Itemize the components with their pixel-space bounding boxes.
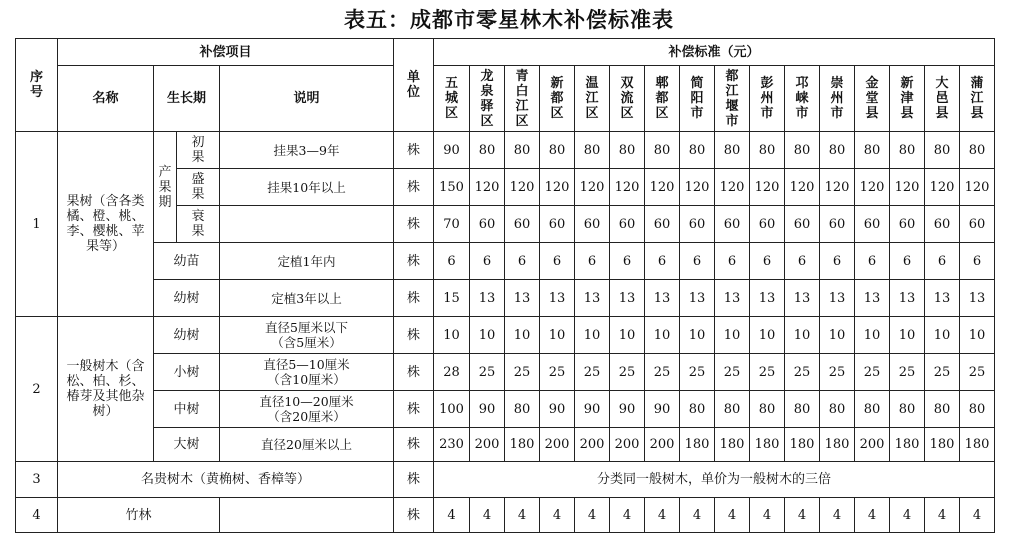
value-cell: 60 [645,206,680,243]
header-seq: 序号 [16,39,58,132]
stage-cell: 幼树 [154,280,220,317]
value-cell: 10 [470,317,505,354]
value-cell: 6 [575,243,610,280]
header-district: 郫都区 [645,66,680,132]
value-cell: 80 [925,132,960,169]
value-cell: 180 [890,428,925,462]
value-cell: 10 [540,317,575,354]
value-cell: 180 [750,428,785,462]
value-cell: 13 [645,280,680,317]
value-cell: 80 [890,132,925,169]
value-cell: 230 [434,428,470,462]
value-cell: 13 [890,280,925,317]
value-cell: 60 [680,206,715,243]
header-name: 名称 [58,66,154,132]
value-cell: 13 [680,280,715,317]
row-name: 竹林 [58,498,220,533]
header-district: 新都区 [540,66,575,132]
value-cell: 6 [470,243,505,280]
value-cell: 80 [785,132,820,169]
value-cell: 80 [820,391,855,428]
value-cell: 90 [575,391,610,428]
value-cell: 80 [505,391,540,428]
table-row [16,498,995,533]
value-cell: 100 [434,391,470,428]
header-district: 彭州市 [750,66,785,132]
value-cell: 10 [434,317,470,354]
unit-cell: 株 [394,391,434,428]
value-cell: 80 [855,132,890,169]
value-cell: 200 [645,428,680,462]
value-cell: 25 [505,354,540,391]
value-cell: 60 [890,206,925,243]
value-cell: 13 [505,280,540,317]
value-cell: 13 [925,280,960,317]
unit-cell: 株 [394,317,434,354]
value-cell: 4 [785,498,820,533]
stage-cell: 大树 [154,428,220,462]
value-cell: 60 [785,206,820,243]
row-name: 一般树木（含松、柏、杉、椿芽及其他杂树） [58,317,154,462]
value-cell: 25 [820,354,855,391]
value-cell: 80 [715,391,750,428]
value-cell: 25 [680,354,715,391]
row-seq: 2 [16,317,58,462]
value-cell: 120 [680,169,715,206]
value-cell: 4 [750,498,785,533]
header-district: 大邑县 [925,66,960,132]
desc-cell: 定植1年内 [220,243,394,280]
value-cell: 13 [715,280,750,317]
value-cell: 200 [540,428,575,462]
header-district: 龙泉驿区 [470,66,505,132]
value-cell: 60 [505,206,540,243]
value-cell: 13 [575,280,610,317]
value-cell: 90 [540,391,575,428]
desc-cell: 挂果3—9年 [220,132,394,169]
desc-cell: 直径10—20厘米 （含20厘米） [220,391,394,428]
value-cell: 15 [434,280,470,317]
header-district: 新津县 [890,66,925,132]
stage-cell: 中树 [154,391,220,428]
value-cell: 80 [715,132,750,169]
value-cell: 10 [750,317,785,354]
value-cell: 6 [680,243,715,280]
value-cell: 6 [890,243,925,280]
value-cell: 25 [960,354,995,391]
table-row [16,243,995,280]
compensation-table [15,38,995,533]
value-cell: 10 [715,317,750,354]
value-cell: 180 [960,428,995,462]
unit-cell: 株 [394,354,434,391]
value-cell: 6 [855,243,890,280]
table-row [16,462,995,498]
value-cell: 120 [505,169,540,206]
value-cell: 6 [960,243,995,280]
row-seq: 4 [16,498,58,533]
group-label: 产果期 [154,132,177,243]
value-cell: 25 [645,354,680,391]
value-cell: 200 [470,428,505,462]
value-cell: 70 [434,206,470,243]
stage-cell: 初果 [177,132,220,169]
value-cell: 13 [960,280,995,317]
table-row [16,317,995,354]
value-cell: 10 [645,317,680,354]
value-cell: 10 [575,317,610,354]
value-cell: 4 [820,498,855,533]
stage-cell: 衰果 [177,206,220,243]
header-stage: 生长期 [154,66,220,132]
value-cell: 60 [575,206,610,243]
value-cell: 4 [470,498,505,533]
desc-cell [220,498,394,533]
value-cell: 13 [610,280,645,317]
value-cell: 10 [505,317,540,354]
value-cell: 120 [960,169,995,206]
value-cell: 120 [645,169,680,206]
value-cell: 6 [925,243,960,280]
value-cell: 80 [680,132,715,169]
value-cell: 80 [575,132,610,169]
value-cell: 4 [890,498,925,533]
value-cell: 10 [820,317,855,354]
value-cell: 25 [785,354,820,391]
value-cell: 6 [645,243,680,280]
value-cell: 80 [855,391,890,428]
value-cell: 200 [575,428,610,462]
row-name: 名贵树木（黄桷树、香樟等） [58,462,394,498]
value-cell: 6 [820,243,855,280]
value-cell: 4 [434,498,470,533]
value-cell: 200 [610,428,645,462]
value-cell: 10 [680,317,715,354]
value-cell: 120 [855,169,890,206]
value-cell: 13 [785,280,820,317]
value-cell: 60 [540,206,575,243]
header-district: 金堂县 [855,66,890,132]
value-cell: 120 [715,169,750,206]
value-cell: 80 [750,391,785,428]
value-cell: 60 [820,206,855,243]
value-cell: 13 [820,280,855,317]
unit-cell: 株 [394,206,434,243]
value-cell: 25 [540,354,575,391]
value-cell: 200 [855,428,890,462]
value-cell: 10 [785,317,820,354]
header-district: 蒲江县 [960,66,995,132]
value-cell: 25 [925,354,960,391]
value-cell: 180 [785,428,820,462]
stage-cell: 盛果 [177,169,220,206]
table-row [16,391,995,428]
value-cell: 90 [610,391,645,428]
value-cell: 60 [855,206,890,243]
value-cell: 120 [820,169,855,206]
value-cell: 10 [610,317,645,354]
value-cell: 180 [505,428,540,462]
value-cell: 6 [434,243,470,280]
unit-cell: 株 [394,280,434,317]
value-cell: 90 [645,391,680,428]
value-cell: 80 [960,391,995,428]
value-cell: 13 [470,280,505,317]
value-cell: 60 [750,206,785,243]
value-cell: 10 [855,317,890,354]
header-district: 简阳市 [680,66,715,132]
unit-cell: 株 [394,428,434,462]
unit-cell: 株 [394,132,434,169]
unit-cell: 株 [394,462,434,498]
value-cell: 6 [505,243,540,280]
value-cell: 90 [434,132,470,169]
value-cell: 80 [680,391,715,428]
value-cell: 120 [610,169,645,206]
header-district: 温江区 [575,66,610,132]
value-cell: 6 [750,243,785,280]
value-cell: 120 [925,169,960,206]
value-cell: 10 [890,317,925,354]
header-project: 补偿项目 [58,39,394,66]
header-district: 都江堰市 [715,66,750,132]
stage-cell: 幼苗 [154,243,220,280]
desc-cell: 挂果10年以上 [220,169,394,206]
value-cell: 120 [575,169,610,206]
desc-cell: 直径5厘米以下 （含5厘米） [220,317,394,354]
header-unit: 单位 [394,39,434,132]
value-cell: 25 [890,354,925,391]
value-cell: 4 [960,498,995,533]
value-cell: 80 [610,132,645,169]
value-cell: 120 [785,169,820,206]
row-name: 果树（含各类橘、橙、桃、李、樱桃、苹果等） [58,132,154,317]
header-district: 青白江区 [505,66,540,132]
value-cell: 6 [610,243,645,280]
value-cell: 4 [925,498,960,533]
table-title: 表五：成都市零星林木补偿标准表 [344,8,674,32]
value-cell: 13 [540,280,575,317]
value-cell: 90 [470,391,505,428]
value-cell: 13 [750,280,785,317]
value-cell: 60 [715,206,750,243]
unit-cell: 株 [394,169,434,206]
value-cell: 13 [855,280,890,317]
desc-cell: 直径5—10厘米 （含10厘米） [220,354,394,391]
value-cell: 80 [890,391,925,428]
header-district: 双流区 [610,66,645,132]
value-cell: 60 [925,206,960,243]
value-cell: 10 [925,317,960,354]
value-cell: 4 [575,498,610,533]
value-cell: 4 [715,498,750,533]
value-cell: 60 [470,206,505,243]
value-cell: 150 [434,169,470,206]
stage-cell: 幼树 [154,317,220,354]
unit-cell: 株 [394,243,434,280]
value-cell: 120 [540,169,575,206]
value-cell: 25 [750,354,785,391]
table-row [16,132,995,169]
value-cell: 80 [505,132,540,169]
value-cell: 80 [645,132,680,169]
value-cell: 80 [960,132,995,169]
table-row [16,428,995,462]
desc-cell: 定植3年以上 [220,280,394,317]
row-seq: 1 [16,132,58,317]
value-cell: 120 [470,169,505,206]
value-cell: 180 [680,428,715,462]
value-cell: 180 [715,428,750,462]
value-cell: 80 [785,391,820,428]
value-cell: 80 [540,132,575,169]
header-standard: 补偿标准（元） [434,39,995,66]
value-cell: 120 [750,169,785,206]
value-cell: 10 [960,317,995,354]
header-district: 五城区 [434,66,470,132]
value-cell: 80 [820,132,855,169]
desc-cell [220,206,394,243]
desc-cell: 直径20厘米以上 [220,428,394,462]
value-cell: 4 [855,498,890,533]
note-cell: 分类同一般树木，单价为一般树木的三倍 [434,462,995,498]
value-cell: 28 [434,354,470,391]
value-cell: 120 [890,169,925,206]
value-cell: 180 [925,428,960,462]
value-cell: 4 [540,498,575,533]
table-row [16,280,995,317]
value-cell: 80 [925,391,960,428]
stage-cell: 小树 [154,354,220,391]
header-district: 崇州市 [820,66,855,132]
value-cell: 4 [505,498,540,533]
value-cell: 80 [750,132,785,169]
value-cell: 6 [785,243,820,280]
value-cell: 25 [575,354,610,391]
header-desc: 说明 [220,66,394,132]
value-cell: 4 [645,498,680,533]
value-cell: 4 [610,498,645,533]
value-cell: 60 [610,206,645,243]
value-cell: 80 [470,132,505,169]
value-cell: 25 [715,354,750,391]
value-cell: 25 [855,354,890,391]
row-seq: 3 [16,462,58,498]
value-cell: 6 [540,243,575,280]
value-cell: 60 [960,206,995,243]
value-cell: 25 [470,354,505,391]
header-district: 邛崃市 [785,66,820,132]
value-cell: 180 [820,428,855,462]
value-cell: 6 [715,243,750,280]
table-row [16,354,995,391]
value-cell: 25 [610,354,645,391]
unit-cell: 株 [394,498,434,533]
value-cell: 4 [680,498,715,533]
